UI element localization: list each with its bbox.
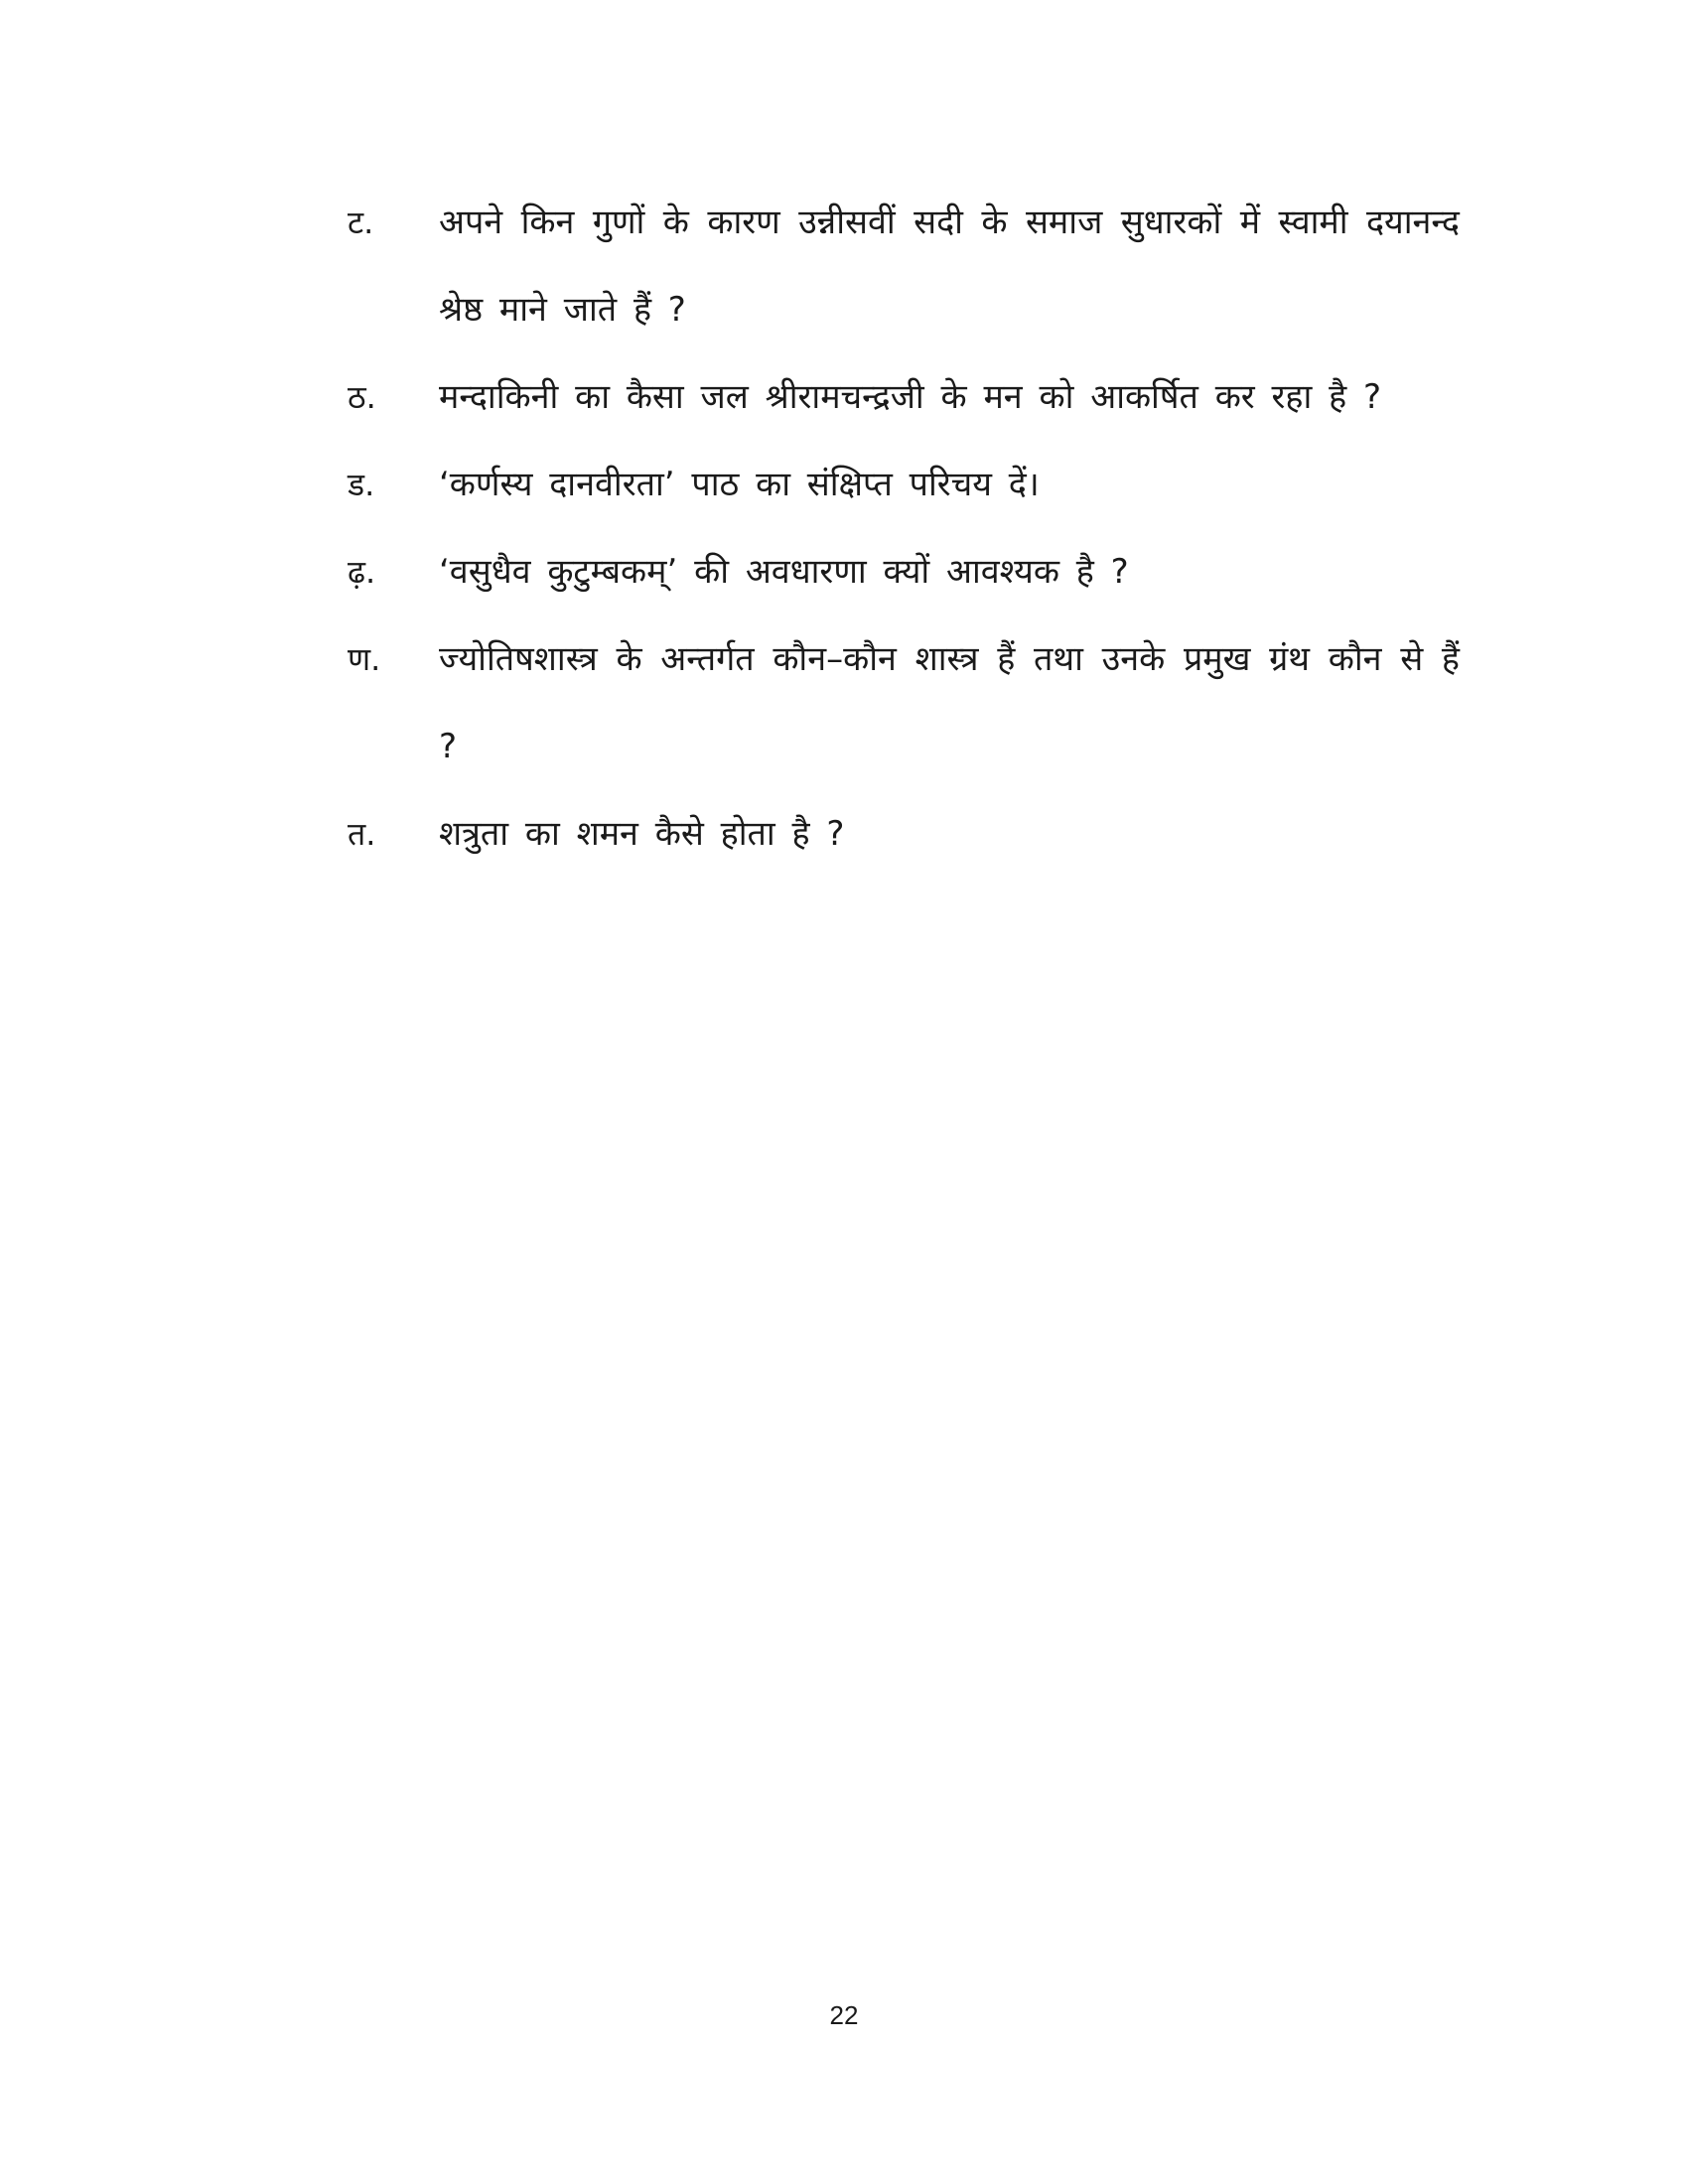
question-item xyxy=(348,528,1460,615)
question-label: ड. xyxy=(348,466,375,503)
question-text: अपने किन गुणों के कारण उन्नीसवीं सदी के समाज सुधारकों में स्वामी दयानन्द श्रेष्ठ माने जाते हैं ? xyxy=(439,203,1460,330)
question-label: ट. xyxy=(348,204,374,241)
page-number: 22 xyxy=(829,2000,859,2030)
question-label: ण. xyxy=(348,640,381,678)
question-text: ‘कर्णस्य दानवीरता’ पाठ का संक्षिप्त परिचय दें। xyxy=(439,465,1040,504)
question-item xyxy=(348,615,1460,790)
question-label: त. xyxy=(348,815,376,853)
question-item xyxy=(348,353,1460,441)
question-list xyxy=(348,179,1460,878)
question-label: ढ़. xyxy=(348,553,376,591)
question-label: ठ. xyxy=(348,378,376,416)
question-item xyxy=(348,790,1460,878)
question-text: ‘वसुधैव कुटुम्बकम्’ की अवधारणा क्यों आवश्यक है ? xyxy=(439,552,1129,592)
question-text: शत्रुता का शमन कैसे होता है ? xyxy=(439,814,845,854)
question-item xyxy=(348,179,1460,353)
question-text: मन्दाकिनी का कैसा जल श्रीरामचन्द्रजी के मन को आकर्षित कर रहा है ? xyxy=(439,377,1382,417)
question-item xyxy=(348,441,1460,528)
question-text: ज्योतिषशास्त्र के अन्तर्गत कौन–कौन शास्त्र हैं तथा उनके प्रमुख ग्रंथ कौन से हैं ? xyxy=(439,639,1460,766)
